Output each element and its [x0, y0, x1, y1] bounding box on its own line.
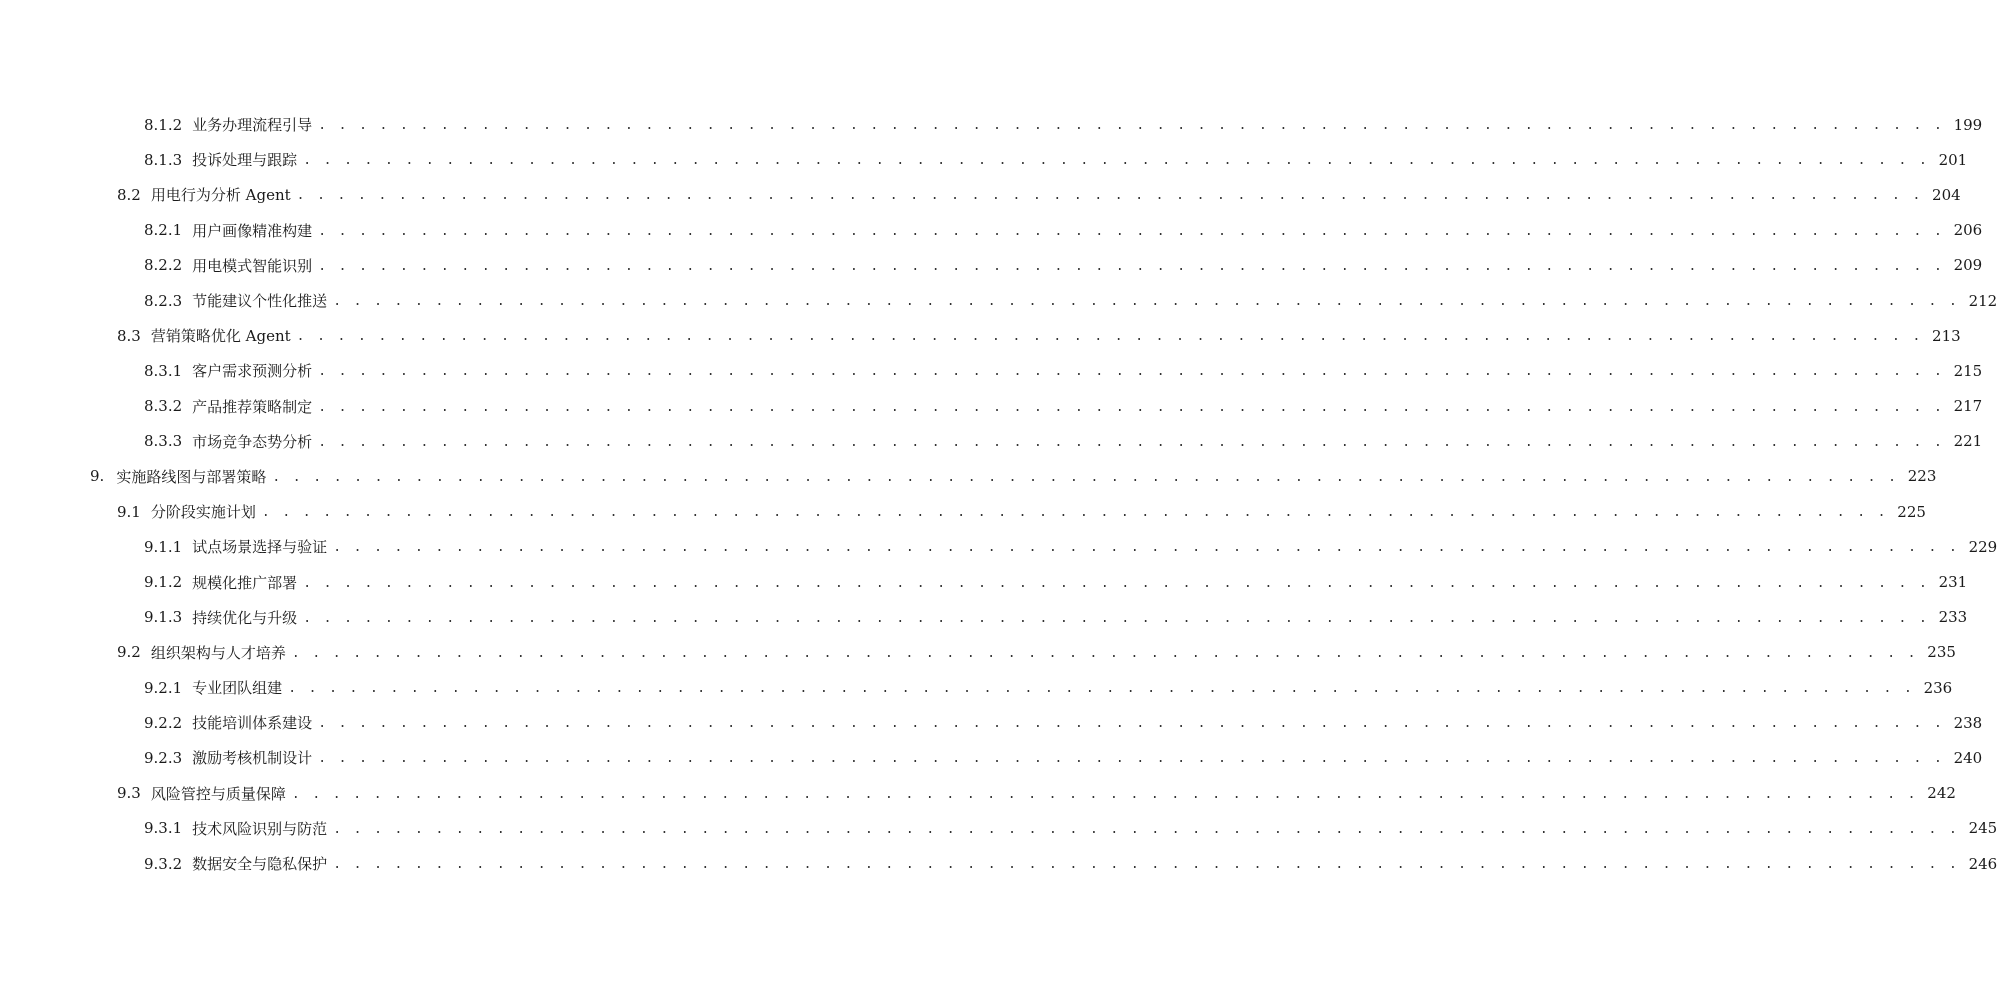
toc-entry-page-number: 201	[1938, 150, 1968, 169]
toc-entry[interactable]	[0, 705, 1983, 740]
toc-entry-title: 技能培训体系建设	[192, 714, 313, 733]
toc-dot-leader: . . . . . . . . . . . . . . . . . . . . . . . . . . . . . . . . . . . . . . . . . . . . . . . . . . . . . . . . . . . . . . . . . . . . . . . . . . . . . . . .	[318, 716, 1945, 732]
toc-dot-leader: . . . . . . . . . . . . . . . . . . . . . . . . . . . . . . . . . . . . . . . . . . . . . . . . . . . . . . . . . . . . . . . . . . . . . . . . . . . . . . . .	[303, 153, 1930, 169]
toc-entry-page-number: 242	[1927, 784, 1956, 803]
toc-entry[interactable]	[0, 635, 1956, 670]
toc-entry-page-number: 212	[1968, 291, 1997, 310]
toc-entry-number: 8.2.3	[144, 291, 183, 310]
toc-entry-page-number: 221	[1953, 432, 1983, 451]
toc-entry-number: 9.1.3	[144, 608, 183, 627]
toc-dot-leader: . . . . . . . . . . . . . . . . . . . . . . . . . . . . . . . . . . . . . . . . . . . . . . . . . . . . . . . . . . . . . . . . . . . . . . . . . . . . . . . .	[333, 294, 1960, 310]
toc-dot-leader: . . . . . . . . . . . . . . . . . . . . . . . . . . . . . . . . . . . . . . . . . . . . . . . . . . . . . . . . . . . . . . . . . . . . . . . . . . . . . . . .	[303, 575, 1930, 591]
toc-entry[interactable]	[0, 846, 1997, 881]
toc-entry-title: 用电模式智能识别	[192, 256, 313, 275]
toc-entry-number: 9.1	[117, 502, 141, 521]
toc-entry-number: 9.3	[117, 784, 141, 803]
toc-entry-title: 业务办理流程引导	[192, 116, 313, 135]
toc-entry-title: 用户画像精准构建	[192, 221, 313, 240]
toc-entry-page-number: 231	[1938, 573, 1968, 592]
toc-entry-page-number: 206	[1953, 221, 1983, 240]
toc-dot-leader: . . . . . . . . . . . . . . . . . . . . . . . . . . . . . . . . . . . . . . . . . . . . . . . . . . . . . . . . . . . . . . . . . . . . . . . . . . . . . . . .	[272, 469, 1899, 485]
toc-dot-leader: . . . . . . . . . . . . . . . . . . . . . . . . . . . . . . . . . . . . . . . . . . . . . . . . . . . . . . . . . . . . . . . . . . . . . . . . . . . . . . . .	[333, 540, 1960, 556]
toc-dot-leader: . . . . . . . . . . . . . . . . . . . . . . . . . . . . . . . . . . . . . . . . . . . . . . . . . . . . . . . . . . . . . . . . . . . . . . . . . . . . . . . .	[296, 188, 1923, 204]
toc-dot-leader: . . . . . . . . . . . . . . . . . . . . . . . . . . . . . . . . . . . . . . . . . . . . . . . . . . . . . . . . . . . . . . . . . . . . . . . . . . . . . . . .	[318, 223, 1945, 239]
toc-entry-number: 9.2.3	[144, 748, 183, 767]
toc-entry-page-number: 209	[1953, 256, 1983, 275]
toc-entry-page-number: 213	[1932, 326, 1961, 345]
toc-entry-number: 8.3.3	[144, 432, 183, 451]
toc-entry[interactable]	[0, 283, 1997, 318]
toc-entry[interactable]	[0, 353, 1983, 388]
toc-entry-title: 数据安全与隐私保护	[192, 855, 328, 874]
toc-entry-page-number: 204	[1932, 185, 1961, 204]
toc-entry-page-number: 229	[1968, 537, 1997, 556]
toc-entry-number: 9.2.2	[144, 713, 183, 732]
toc-entry-title: 技术风险识别与防范	[192, 819, 328, 838]
toc-entry-number: 8.3.2	[144, 397, 183, 416]
toc-entry[interactable]	[0, 776, 1956, 811]
toc-entry-title: 规模化推广部署	[192, 573, 298, 592]
toc-entry-title: 投诉处理与跟踪	[192, 151, 298, 170]
toc-dot-leader: . . . . . . . . . . . . . . . . . . . . . . . . . . . . . . . . . . . . . . . . . . . . . . . . . . . . . . . . . . . . . . . . . . . . . . . . . . . . . . . .	[318, 751, 1945, 767]
toc-entry-title: 分阶段实施计划	[150, 503, 256, 522]
toc-entry-title: 用电行为分析 Agent	[150, 186, 291, 205]
toc-dot-leader: . . . . . . . . . . . . . . . . . . . . . . . . . . . . . . . . . . . . . . . . . . . . . . . . . . . . . . . . . . . . . . . . . . . . . . . . . . . . . . . .	[296, 329, 1923, 345]
toc-entry-title: 专业团队组建	[192, 679, 283, 698]
toc-entry-page-number: 217	[1953, 397, 1983, 416]
toc-dot-leader: . . . . . . . . . . . . . . . . . . . . . . . . . . . . . . . . . . . . . . . . . . . . . . . . . . . . . . . . . . . . . . . . . . . . . . . . . . . . . . . .	[318, 258, 1945, 274]
toc-entry-number: 8.3.1	[144, 361, 183, 380]
toc-dot-leader: . . . . . . . . . . . . . . . . . . . . . . . . . . . . . . . . . . . . . . . . . . . . . . . . . . . . . . . . . . . . . . . . . . . . . . . . . . . . . . . .	[288, 681, 1915, 697]
toc-entry-page-number: 223	[1907, 467, 1937, 486]
toc-entry-title: 节能建议个性化推送	[192, 292, 328, 311]
toc-entry-page-number: 199	[1953, 115, 1983, 134]
toc-entry[interactable]	[0, 213, 1983, 248]
toc-dot-leader: . . . . . . . . . . . . . . . . . . . . . . . . . . . . . . . . . . . . . . . . . . . . . . . . . . . . . . . . . . . . . . . . . . . . . . . . . . . . . . . .	[318, 434, 1945, 450]
toc-dot-leader: . . . . . . . . . . . . . . . . . . . . . . . . . . . . . . . . . . . . . . . . . . . . . . . . . . . . . . . . . . . . . . . . . . . . . . . . . . . . . . . .	[318, 399, 1945, 415]
toc-entry-title: 试点场景选择与验证	[192, 538, 328, 557]
toc-entry-number: 8.1.3	[144, 150, 183, 169]
table-of-contents	[0, 107, 1997, 881]
toc-dot-leader: . . . . . . . . . . . . . . . . . . . . . . . . . . . . . . . . . . . . . . . . . . . . . . . . . . . . . . . . . . . . . . . . . . . . . . . . . . . . . . . .	[333, 857, 1960, 873]
toc-entry-title: 市场竞争态势分析	[192, 432, 313, 451]
toc-entry-page-number: 235	[1927, 643, 1956, 662]
toc-entry-title: 组织架构与人才培养	[150, 643, 286, 662]
toc-entry-title: 产品推荐策略制定	[192, 397, 313, 416]
toc-entry[interactable]	[0, 459, 1937, 494]
toc-dot-leader: . . . . . . . . . . . . . . . . . . . . . . . . . . . . . . . . . . . . . . . . . . . . . . . . . . . . . . . . . . . . . . . . . . . . . . . . . . . . . . . .	[318, 118, 1945, 134]
toc-entry-number: 8.2.1	[144, 221, 183, 240]
toc-entry-number: 9.3.1	[144, 819, 183, 838]
toc-entry-page-number: 233	[1938, 608, 1968, 627]
toc-dot-leader: . . . . . . . . . . . . . . . . . . . . . . . . . . . . . . . . . . . . . . . . . . . . . . . . . . . . . . . . . . . . . . . . . . . . . . . . . . . . . . . .	[318, 364, 1945, 380]
toc-entry[interactable]	[0, 107, 1983, 142]
toc-entry-number: 9.2	[117, 643, 141, 662]
toc-entry[interactable]	[0, 740, 1983, 775]
toc-entry-number: 9.1.1	[144, 537, 183, 556]
toc-entry-page-number: 245	[1968, 819, 1997, 838]
toc-entry[interactable]	[0, 600, 1968, 635]
toc-entry[interactable]	[0, 670, 1953, 705]
toc-entry-page-number: 215	[1953, 361, 1983, 380]
toc-entry[interactable]	[0, 811, 1997, 846]
toc-entry-title: 持续优化与升级	[192, 608, 298, 627]
toc-entry[interactable]	[0, 564, 1968, 599]
toc-entry[interactable]	[0, 424, 1983, 459]
toc-entry[interactable]	[0, 318, 1961, 353]
toc-dot-leader: . . . . . . . . . . . . . . . . . . . . . . . . . . . . . . . . . . . . . . . . . . . . . . . . . . . . . . . . . . . . . . . . . . . . . . . . . . . . . . . .	[333, 821, 1960, 837]
toc-entry-title: 风险管控与质量保障	[150, 784, 286, 803]
toc-entry-page-number: 238	[1953, 713, 1983, 732]
toc-entry[interactable]	[0, 494, 1926, 529]
toc-entry-number: 8.1.2	[144, 115, 183, 134]
toc-dot-leader: . . . . . . . . . . . . . . . . . . . . . . . . . . . . . . . . . . . . . . . . . . . . . . . . . . . . . . . . . . . . . . . . . . . . . . . . . . . . . . . .	[261, 505, 1888, 521]
toc-entry-number: 8.2.2	[144, 256, 183, 275]
toc-entry[interactable]	[0, 177, 1961, 212]
toc-entry-number: 9.2.1	[144, 678, 183, 697]
toc-entry-title: 激励考核机制设计	[192, 749, 313, 768]
toc-entry-page-number: 236	[1923, 678, 1953, 697]
toc-entry[interactable]	[0, 529, 1997, 564]
toc-entry-page-number: 225	[1897, 502, 1926, 521]
toc-entry[interactable]	[0, 248, 1983, 283]
toc-dot-leader: . . . . . . . . . . . . . . . . . . . . . . . . . . . . . . . . . . . . . . . . . . . . . . . . . . . . . . . . . . . . . . . . . . . . . . . . . . . . . . . .	[303, 610, 1930, 626]
toc-entry[interactable]	[0, 389, 1983, 424]
toc-entry-page-number: 246	[1968, 854, 1997, 873]
toc-entry-number: 8.3	[117, 326, 141, 345]
toc-dot-leader: . . . . . . . . . . . . . . . . . . . . . . . . . . . . . . . . . . . . . . . . . . . . . . . . . . . . . . . . . . . . . . . . . . . . . . . . . . . . . . . .	[291, 645, 1918, 661]
toc-entry-number: 9.3.2	[144, 854, 183, 873]
toc-entry-title: 营销策略优化 Agent	[150, 327, 291, 346]
toc-entry-title: 客户需求预测分析	[192, 362, 313, 381]
toc-entry-number: 9.1.2	[144, 573, 183, 592]
toc-entry-number: 9.	[90, 467, 105, 486]
toc-entry[interactable]	[0, 142, 1968, 177]
toc-entry-page-number: 240	[1953, 748, 1983, 767]
toc-entry-number: 8.2	[117, 185, 141, 204]
toc-dot-leader: . . . . . . . . . . . . . . . . . . . . . . . . . . . . . . . . . . . . . . . . . . . . . . . . . . . . . . . . . . . . . . . . . . . . . . . . . . . . . . . .	[291, 786, 1918, 802]
toc-entry-title: 实施路线图与部署策略	[116, 467, 267, 486]
